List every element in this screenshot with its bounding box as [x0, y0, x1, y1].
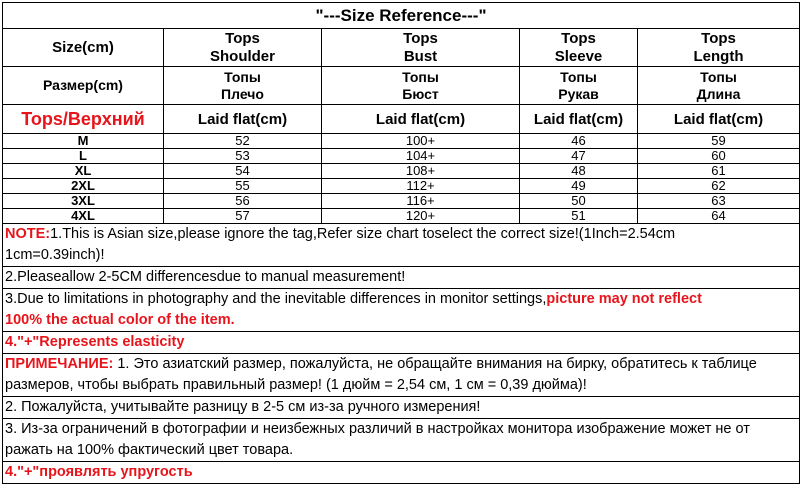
note-1: NOTE:1.This is Asian size,please ignore the tag,Refer size chart toselect the correct size!(1Inch=2.54cm 1cm=0.39inch)!	[3, 224, 799, 267]
table-row	[3, 164, 799, 179]
laid-flat-label: Laid flat(cm)	[520, 105, 638, 133]
shoulder-cell: 53	[164, 149, 322, 163]
col-shoulder-ru: Топы Плечо	[164, 67, 322, 104]
length-cell: 62	[711, 179, 726, 193]
col-bust-ru: Топы Бюст	[322, 67, 520, 104]
size-label-ru: Размер(cm)	[3, 67, 164, 104]
shoulder-cell: 55	[164, 179, 322, 193]
laid-flat-label: Laid flat(cm)	[322, 105, 520, 133]
size-cell: 2XL	[3, 179, 164, 193]
col-sleeve-ru: Топы Рукав	[520, 67, 638, 104]
bust-cell: 108+	[322, 164, 520, 178]
length-cell: 60	[711, 149, 726, 163]
sleeve-cell: 46	[520, 134, 638, 148]
sleeve-cell: 51	[520, 209, 638, 223]
bust-cell: 116+	[322, 194, 520, 208]
shoulder-cell: 52	[164, 134, 322, 148]
bust-cell: 104+	[322, 149, 520, 163]
header-row-en	[3, 29, 799, 67]
table-row	[3, 209, 799, 224]
col-length: Tops Length	[693, 29, 744, 65]
header-row-laid	[3, 105, 799, 134]
shoulder-cell: 54	[164, 164, 322, 178]
size-cell: XL	[3, 164, 164, 178]
sleeve-cell: 49	[520, 179, 638, 193]
note-ru-2: 2. Пожалуйста, учитывайте разницу в 2-5 см из-за ручного измерения!	[3, 397, 799, 419]
note-3: 3.Due to limitations in photography and the inevitable differences in monitor settings,picture may not reflect 100% the actual color of the item.	[3, 289, 799, 332]
sleeve-cell: 50	[520, 194, 638, 208]
length-cell: 64	[711, 209, 726, 223]
note-4: 4."+"Represents elasticity	[3, 332, 799, 354]
chart-title: "---Size Reference---"	[3, 3, 799, 29]
size-cell: M	[3, 134, 164, 148]
table-row	[3, 179, 799, 194]
tops-label: Tops/Верхний	[3, 105, 164, 133]
laid-flat-label: Laid flat(cm)	[164, 105, 322, 133]
length-cell: 59	[711, 134, 726, 148]
col-length-ru: Топы Длина	[696, 68, 741, 102]
length-cell: 63	[711, 194, 726, 208]
bust-cell: 100+	[322, 134, 520, 148]
note-2: 2.Pleaseallow 2-5CM differencesdue to manual measurement!	[3, 267, 799, 289]
size-cell: 4XL	[3, 209, 164, 223]
sleeve-cell: 47	[520, 149, 638, 163]
col-shoulder: Tops Shoulder	[164, 29, 322, 66]
note-ru-1: ПРИМЕЧАНИЕ: 1. Это азиатский размер, пожалуйста, не обращайте внимания на бирку, обратитесь к таблице размеров, чтобы выбрать правильный размер! (1 дюйм = 2,54 см, 1 см = 0,39 дюйма)!	[3, 354, 799, 397]
size-label: Size(cm)	[3, 29, 164, 66]
table-row	[3, 149, 799, 164]
length-cell: 61	[711, 164, 726, 178]
col-sleeve: Tops Sleeve	[520, 29, 638, 66]
bust-cell: 120+	[322, 209, 520, 223]
table-row	[3, 134, 799, 149]
laid-flat-label: Laid flat(cm)	[673, 110, 764, 128]
size-cell: 3XL	[3, 194, 164, 208]
size-cell: L	[3, 149, 164, 163]
shoulder-cell: 57	[164, 209, 322, 223]
size-chart	[2, 2, 800, 484]
note-ru-4: 4."+"проявлять упругость	[3, 462, 799, 484]
note-ru-3: 3. Из-за ограничений в фотографии и неизбежных различий в настройках монитора изображение может не от ражать на 100% фактический цвет товара.	[3, 419, 799, 462]
shoulder-cell: 56	[164, 194, 322, 208]
sleeve-cell: 48	[520, 164, 638, 178]
col-bust: Tops Bust	[322, 29, 520, 66]
header-row-ru	[3, 67, 799, 105]
table-row	[3, 194, 799, 209]
bust-cell: 112+	[322, 179, 520, 193]
